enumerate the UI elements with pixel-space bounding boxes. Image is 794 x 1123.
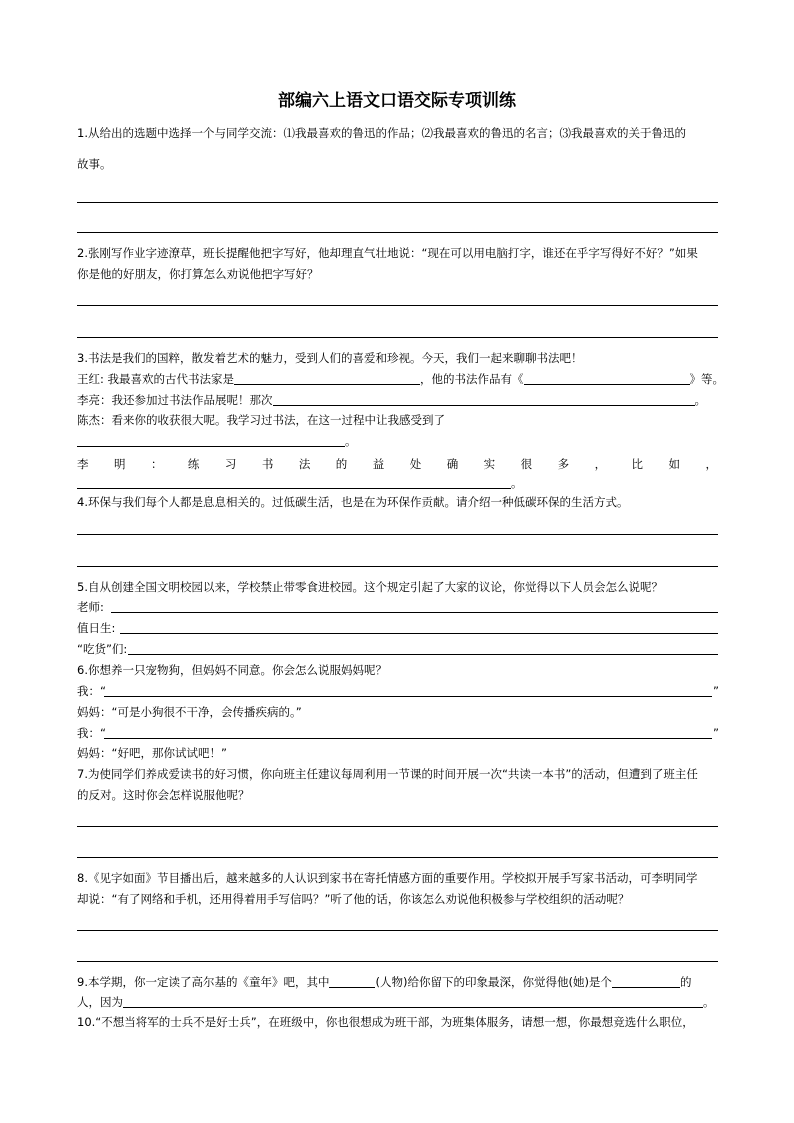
q3-liming-char: 确 [446, 457, 459, 471]
q3-liming-char: 很 [520, 457, 533, 471]
q6-me2-label: 我：“ [77, 726, 106, 740]
q2-answer-line2[interactable] [77, 337, 718, 338]
q3-chenjie-line: 陈杰：看来你的收获很大呢。我学习过书法，在这一过程中让我感受到了 [77, 413, 445, 427]
q2-text-line2: 你是他的好朋友，你打算怎么劝说他把字写好？ [77, 267, 319, 281]
q5-teacher-label: 老师: [77, 600, 104, 614]
q6-me2-answer[interactable] [104, 738, 712, 739]
q6-me1-close-quote: ” [713, 684, 719, 698]
q3-liming-line [77, 456, 717, 472]
page-title: 部编六上语文口语交际专项训练 [278, 91, 516, 111]
q3-liming-char: 书 [261, 457, 274, 471]
q3-liming-char: ， [594, 457, 607, 471]
q3-liliang-a: 李亮：我还参加过书法作品展呢！那次 [77, 393, 273, 407]
q9-text-c: 的 [679, 975, 692, 989]
q5-text: 5.自从创建全国文明校园以来，学校禁止带零食进校园。这个规定引起了大家的议论，你觉得以下人员会怎么说呢？ [77, 580, 663, 594]
q4-text: 4.环保与我们每个人都是息息相关的。过低碳生活，也是在为环保作贡献。请介绍一种低碳环保的生活方式。 [77, 495, 629, 509]
q3-feeling-blank[interactable] [77, 434, 345, 447]
q3-chenjie-answer-line [77, 434, 357, 448]
q3-liming-char: 益 [372, 457, 385, 471]
q4-answer-line1[interactable] [77, 534, 718, 535]
q3-works-blank[interactable] [524, 372, 690, 385]
q9-trait-blank[interactable] [612, 975, 680, 988]
q5-duty-label: 值日生: [77, 621, 116, 635]
q3-wanghong-line [77, 372, 724, 386]
q6-mom1: 妈妈：“可是小狗很不干净，会传播疾病的。” [77, 705, 302, 719]
q9-line1 [77, 975, 691, 989]
q7-answer-line2[interactable] [77, 857, 718, 858]
q3-liming-end: 。 [511, 476, 523, 490]
q3-liming-char: 李 [77, 457, 89, 471]
q6-text: 6.你想养一只宠物狗，但妈妈不同意。你会怎么说服妈妈呢？ [77, 663, 387, 677]
q9-because-label: 人，因为 [77, 995, 123, 1009]
q3-liming-char: 实 [483, 457, 496, 471]
q10-text: 10.“不想当将军的士兵不是好士兵”，在班级中，你也很想成为班干部，为班集体服务，请想一想，你最想竞选什么职位， [77, 1015, 694, 1029]
q5-foodie-label: “吃货”们: [77, 642, 128, 656]
q6-me1-answer[interactable] [104, 696, 712, 697]
q3-liming-char: 多 [557, 457, 570, 471]
q6-me2-close-quote: ” [713, 726, 719, 740]
q9-text-b: (人物)给你留下的印象最深，你觉得他(她)是个 [375, 975, 612, 989]
q6-me1-label: 我：“ [77, 684, 106, 698]
q3-liming-char: 处 [409, 457, 422, 471]
q9-reason-blank[interactable] [123, 995, 703, 1008]
q3-benefit-blank[interactable] [77, 476, 511, 489]
q3-liming-answer-line [77, 476, 523, 490]
q9-character-blank[interactable] [329, 975, 375, 988]
q1-answer-line2[interactable] [77, 232, 718, 233]
q8-text-line1: 8.《见字如面》节目播出后，越来越多的人认识到家书在寄托情感方面的重要作用。学校拟开展手写家书活动，可李明同学 [77, 871, 698, 885]
q3-liming-char: 习 [224, 457, 237, 471]
q3-liliang-line [77, 393, 706, 407]
q3-liming-char: 明 [113, 457, 126, 471]
q3-liming-char: ： [150, 457, 163, 471]
q2-answer-line1[interactable] [77, 305, 718, 306]
q3-liming-char: 如 [668, 457, 680, 471]
q3-wanghong-a: 王红: 我最喜欢的古代书法家是 [77, 372, 235, 386]
q2-text-line1: 2.张刚写作业字迹潦草，班长提醒他把字写好，他却理直气壮地说：“现在可以用电脑打字，谁还在乎字写得好不好？”如果 [77, 246, 698, 260]
q3-intro: 3.书法是我们的国粹，散发着艺术的魅力，受到人们的喜爱和珍视。今天，我们一起来聊聊书法吧！ [77, 351, 583, 365]
q8-answer-line2[interactable] [77, 961, 718, 962]
q5-teacher-answer[interactable] [111, 612, 718, 613]
q4-answer-line2[interactable] [77, 566, 718, 567]
q8-answer-line1[interactable] [77, 930, 718, 931]
q3-liming-char: 法 [298, 457, 311, 471]
q3-exhibition-blank[interactable] [273, 393, 695, 406]
q3-calligrapher-blank[interactable] [234, 372, 420, 385]
q3-wanghong-c: 》等。 [689, 372, 725, 386]
q6-mom2: 妈妈：“好吧，那你试试吧！” [77, 746, 227, 760]
q1-text-line1: 1.从给出的选题中选择一个与同学交流：⑴我最喜欢的鲁迅的作品；⑵我最喜欢的鲁迅的名言；⑶我最喜欢的关于鲁迅的 [77, 126, 686, 140]
q7-text-line1: 7.为使同学们养成爱读书的好习惯，你向班主任建议每周利用一节课的时间开展一次“共读一本书”的活动，但遭到了班主任 [77, 767, 698, 781]
q5-duty-answer[interactable] [120, 633, 718, 634]
q9-end: 。 [703, 995, 715, 1009]
q7-text-line2: 的反对。这时你会怎样说服他呢？ [77, 788, 250, 802]
q1-answer-line1[interactable] [77, 202, 718, 203]
q3-chenjie-end: 。 [345, 434, 357, 448]
q3-wanghong-b: ，他的书法作品有《 [420, 372, 524, 386]
q9-line2 [77, 995, 715, 1009]
q3-liliang-end: 。 [694, 393, 706, 407]
q5-foodie-answer[interactable] [128, 654, 718, 655]
q8-text-line2: 却说：“有了网络和手机，还用得着用手写信吗？”听了他的话，你该怎么劝说他积极参与学校组织的活动呢？ [77, 892, 630, 906]
q3-liming-char: ， [705, 457, 717, 471]
q7-answer-line1[interactable] [77, 826, 718, 827]
q3-liming-char: 练 [187, 457, 200, 471]
q9-text-a: 9.本学期，你一定读了高尔基的《童年》吧，其中 [77, 975, 330, 989]
q3-liming-char: 比 [631, 457, 644, 471]
q3-liming-char: 的 [335, 457, 348, 471]
q1-text-line2: 故事。 [77, 157, 112, 171]
